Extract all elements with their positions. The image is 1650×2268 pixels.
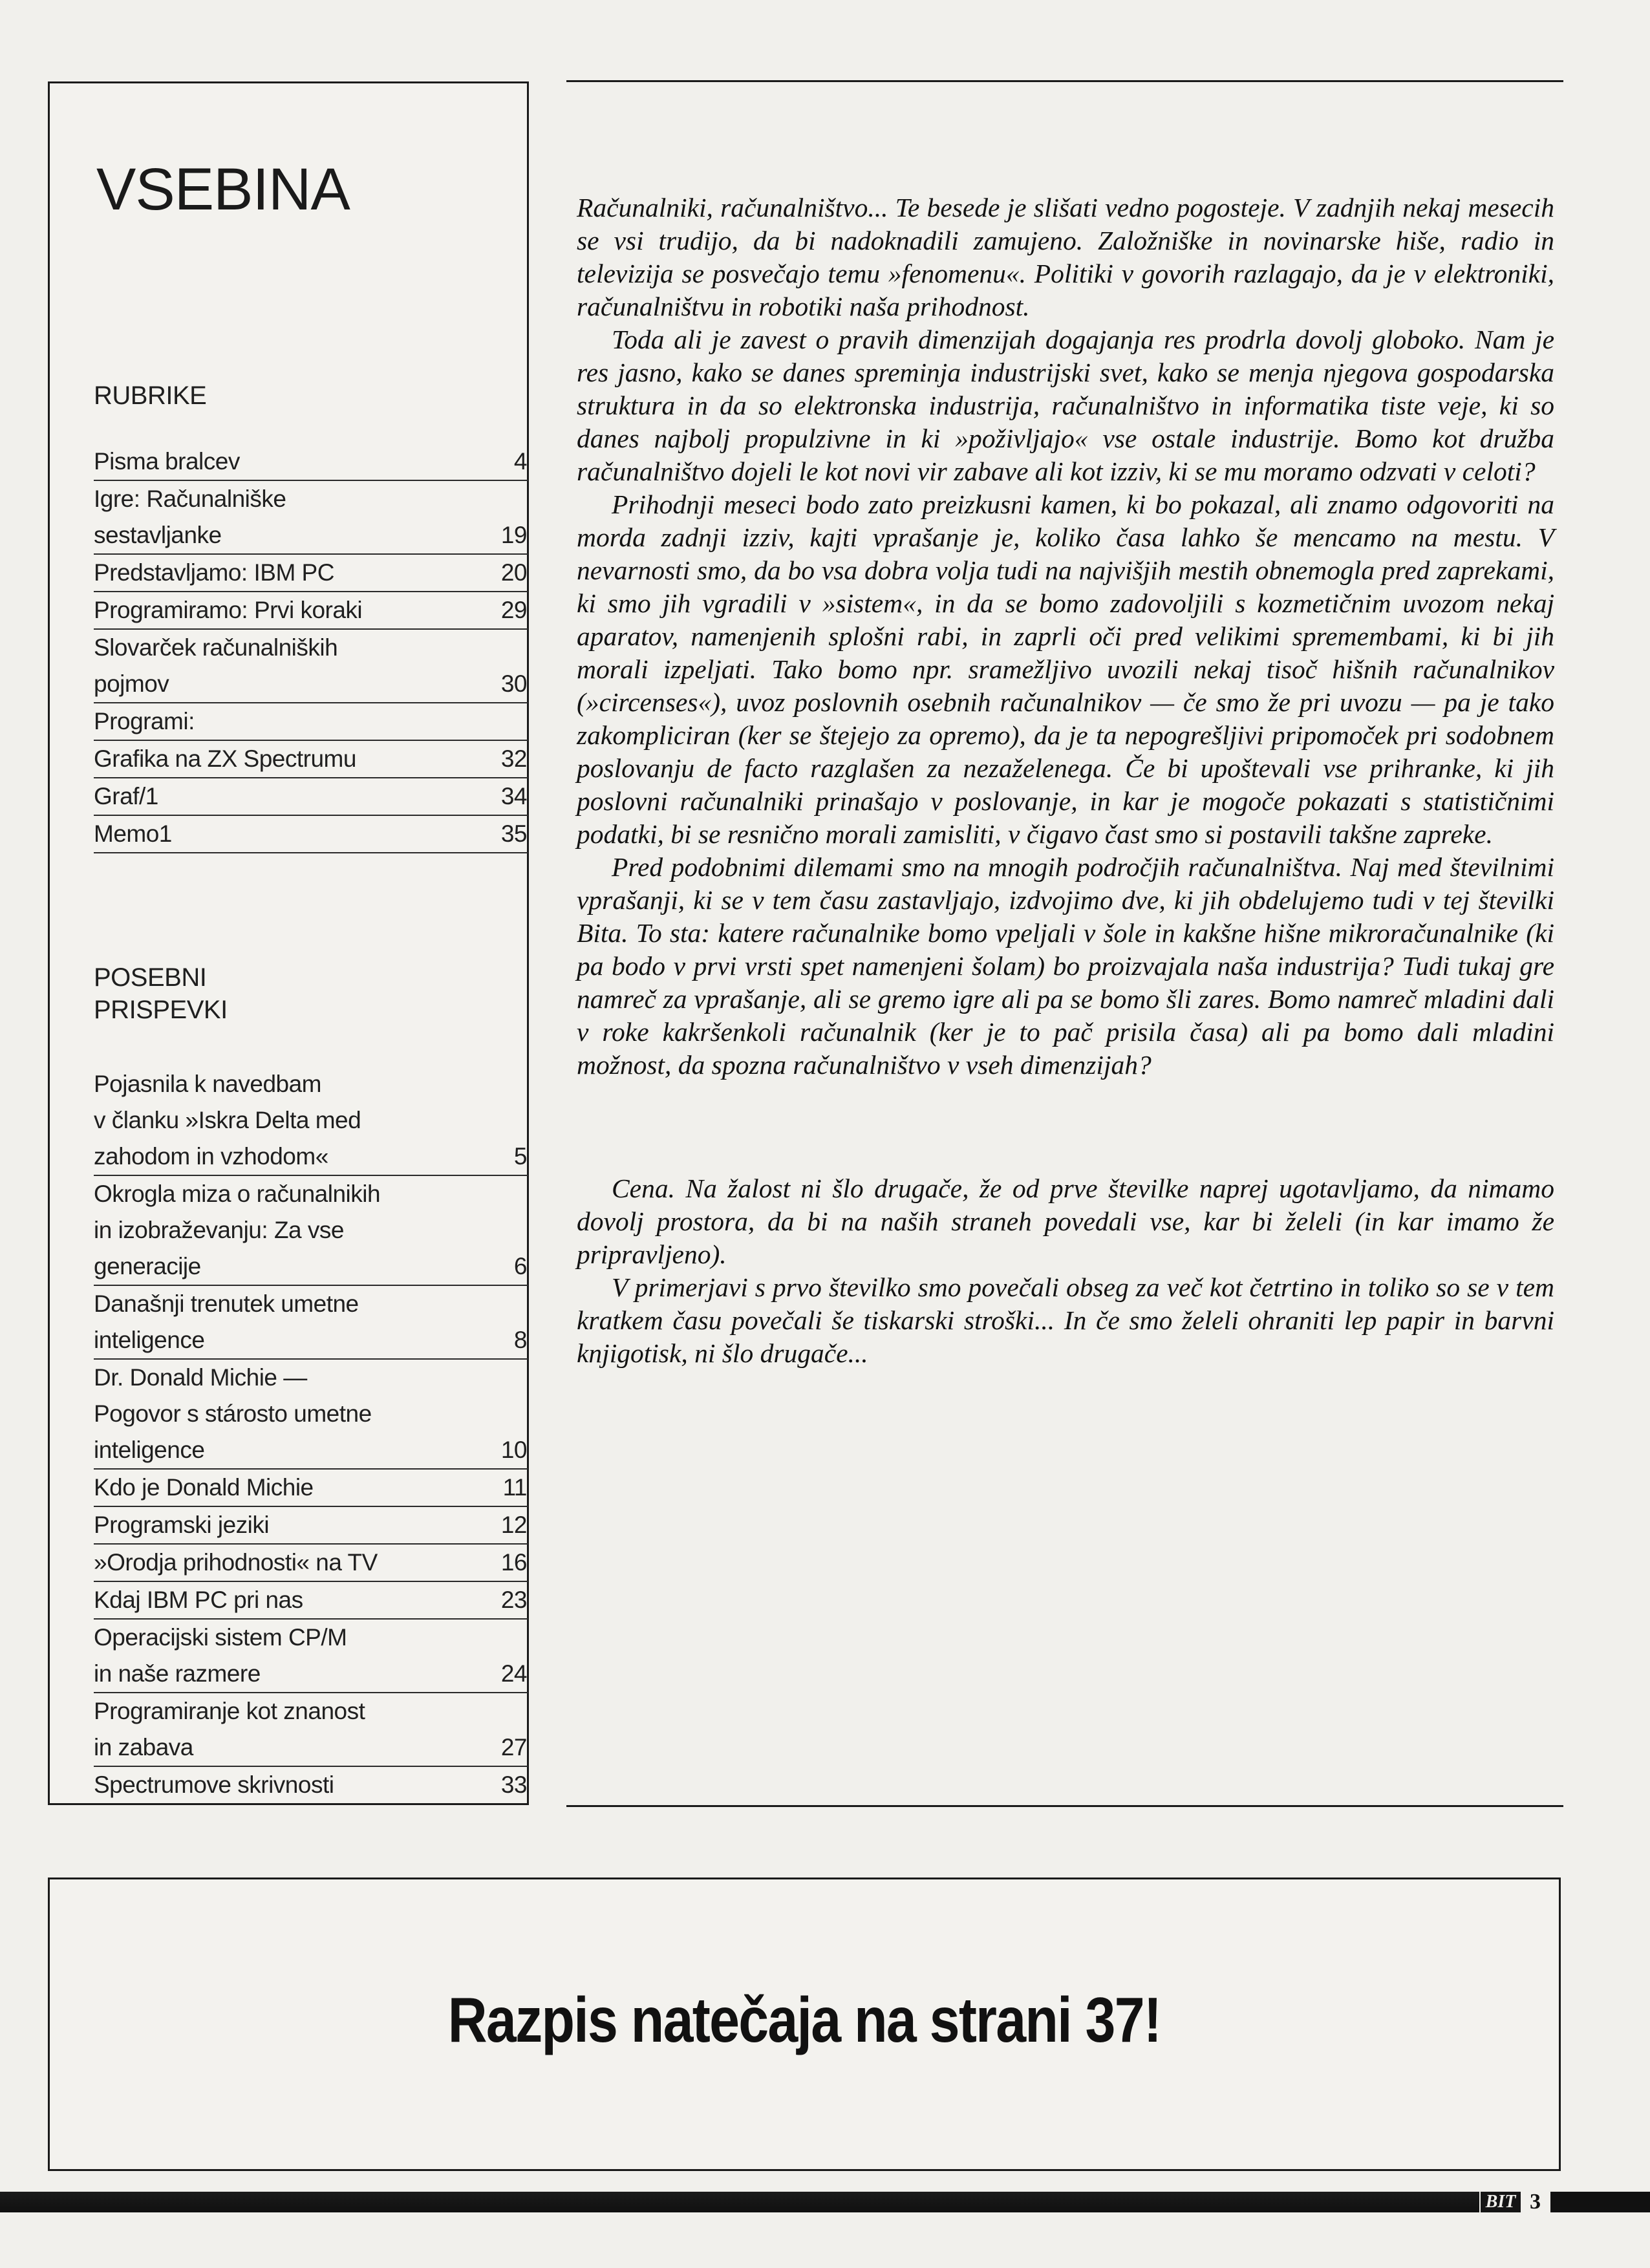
toc-page-number: 23 <box>500 1587 527 1613</box>
editorial-text <box>577 191 1554 1370</box>
editorial-paragraph: V primerjavi s prvo številko smo povečali obseg za več kot četrtino in toliko so se v tem kratkem času povečali še tiskarski stroški... In če smo želeli ohraniti lep papir in barvni knjigotisk, ni šlo drugače... <box>577 1272 1554 1368</box>
toc-item[interactable]: Dr. Donald Michie — Pogovor s stárosto umetne inteligence 10 <box>94 1360 528 1470</box>
toc-page-number: 10 <box>500 1437 527 1463</box>
toc-item[interactable]: Pojasnila k navedbam v članku »Iskra Delta med zahodom in vzhodom« 5 <box>94 1066 528 1176</box>
toc-title: VSEBINA <box>96 156 350 222</box>
toc-item[interactable]: Kdo je Donald Michie 11 <box>94 1470 528 1507</box>
section-heading-rubrike: RUBRIKE <box>94 381 207 410</box>
toc-page-number: 4 <box>513 448 527 475</box>
contest-banner-text: Razpis natečaja na strani 37! <box>447 1984 1161 2055</box>
section-heading-posebni-prispevki: POSEBNI PRISPEVKI <box>94 963 228 1024</box>
toc-page-number: 20 <box>500 559 527 586</box>
toc-page-number: 8 <box>513 1327 527 1353</box>
footer-bar-end <box>1550 2192 1650 2212</box>
toc-item[interactable]: Predstavljamo: IBM PC 20 <box>94 555 528 592</box>
top-divider <box>566 80 1563 82</box>
toc-item[interactable]: Grafika na ZX Spectrumu 32 <box>94 741 528 778</box>
toc-page-number: 32 <box>500 745 527 772</box>
toc-list-rubrike <box>94 444 528 853</box>
page-number: 3 <box>1530 2190 1541 2214</box>
editorial-paragraph: Toda ali je zavest o pravih dimenzijah dogajanja res prodrla dovolj globoko. Nam je res jasno, kako se danes spreminja industrijski svet, kako se menja njegova gospodarska struktura in da so elektronska industrija, računalništvo in informatika tiste veje, ki so danes najbolj propulzivne in ki »poživljajo« vse ostale industrije. Bomo kot družba računalništvo dojeli le kot novi vir zabave ali kot izziv, ki se mu moramo odzvati v celoti? <box>577 325 1554 486</box>
toc-page-number: 16 <box>500 1549 527 1576</box>
toc-page-number: 33 <box>500 1771 527 1798</box>
bottom-divider <box>566 1805 1563 1807</box>
toc-item[interactable]: Graf/1 34 <box>94 778 528 816</box>
toc-item[interactable]: Slovarček računalniških pojmov 30 <box>94 630 528 703</box>
toc-item[interactable]: Operacijski sistem CP/M in naše razmere 24 <box>94 1620 528 1693</box>
toc-item[interactable]: Kdaj IBM PC pri nas 23 <box>94 1582 528 1620</box>
editorial-paragraph: Pred podobnimi dilemami smo na mnogih področjih računalništva. Naj med številnimi vprašanji, ki se v tem času zastavljajo, izdvojimo dve, ki jih obdelujemo tudi v tej številki Bita. To sta: katere računalnike bomo vpeljali v šole in kakšne hišne mikroračunalnike (ki pa bodo v prvi vrsti spet namenjeni šolam) bo proizvajala naša industrija? Tudi tukaj gre namreč za vprašanje, ali se gremo igre ali pa se bomo šli zares. Bomo namreč mladini dali v roke kakršenkoli računalnik (ker je to pač prisila časa) ali pa bomo dali mladini možnost, da spozna računalništvo v vseh dimenzijah? <box>577 852 1554 1080</box>
toc-page-number: 29 <box>500 597 527 623</box>
toc-item[interactable]: Spectrumove skrivnosti 33 <box>94 1767 528 1803</box>
toc-page-number: 6 <box>513 1253 527 1279</box>
bit-logo: BIT <box>1479 2190 1522 2214</box>
toc-item[interactable]: Okrogla miza o računalnikih in izobraževanju: Za vse generacije 6 <box>94 1176 528 1286</box>
toc-item[interactable]: Programi: <box>94 703 528 741</box>
toc-page-number: 27 <box>500 1734 527 1760</box>
contest-banner[interactable] <box>48 1878 1561 2171</box>
toc-page-number: 34 <box>500 783 527 809</box>
toc-page-number: 30 <box>500 670 527 697</box>
toc-item[interactable]: »Orodja prihodnosti« na TV 16 <box>94 1545 528 1582</box>
table-of-contents <box>48 81 529 1805</box>
toc-page-number: 35 <box>500 820 527 847</box>
toc-page-number: 11 <box>502 1474 527 1501</box>
toc-page-number: 24 <box>500 1660 527 1687</box>
editorial-paragraph: Prihodnji meseci bodo zato preizkusni kamen, ki bo pokazal, ali znamo odgovoriti na morda zadnji izziv, kajti vprašanje je, koliko časa lahko še mencamo na mestu. V nevarnosti smo, da bo vsa dobra volja tudi na najvišjih mestih obnemogla pred zaprekami, ki smo jih vgradili v »sistem«, in da se bomo zadovoljili s kozmetičnim uvozom nekaj aparatov, namenjenih splošni rabi, in zaprli oči pred velikimi spremembami, ki bi jih morali izpeljati. Tako bomo npr. sramežljivo uvozili nekaj tisoč hišnih računalnikov (»circenses«), uvoz poslovnih osebnih računalnikov — če smo že pri uvozu — pa je tako zakompliciran (ker se štejejo za opremo), da je ta nepogrešljivi pripomoček pri sodobnem poslovanju de facto razglašen za nezaželenega. Če bi upoštevali vse prihranke, ki jih poslovni računalniki prinašajo v poslovanje, in kar je mogoče pokazati s statističnimi podatki, bi se resnično morali zamisliti, v čigavo čast smo si postavili takšne zapreke. <box>577 489 1554 849</box>
toc-item[interactable]: Današnji trenutek umetne inteligence 8 <box>94 1286 528 1360</box>
toc-item[interactable]: Programiramo: Prvi koraki 29 <box>94 592 528 630</box>
footer-bar <box>0 2192 1481 2212</box>
toc-item[interactable]: Programiranje kot znanost in zabava 27 <box>94 1693 528 1767</box>
toc-page-number: 19 <box>500 522 527 548</box>
toc-item[interactable]: Memo1 35 <box>94 816 528 853</box>
editorial-paragraph: Računalniki, računalništvo... Te besede je slišati vedno pogosteje. V zadnjih nekaj mesecih se vsi trudijo, da bi nadoknadili zamujeno. Založniške in novinarske hiše, radio in televizija se posvečajo temu »fenomenu«. Politiki v govorih razlagajo, da je v elektroniki, računalništvu in robotiki naša prihodnost. <box>577 193 1554 321</box>
toc-item[interactable]: Programski jeziki 12 <box>94 1507 528 1545</box>
toc-item[interactable]: Pisma bralcev 4 <box>94 444 528 481</box>
toc-page-number: 12 <box>500 1512 527 1538</box>
toc-page-number: 5 <box>513 1143 527 1170</box>
editorial-paragraph: Cena. Na žalost ni šlo drugače, že od prve številke naprej ugotavljamo, da nimamo dovolj prostora, da bi na naših straneh povedali vse, kar bi želeli (in kar imamo že pripravljeno). <box>577 1173 1554 1269</box>
toc-list-posebni-prispevki <box>94 1066 528 1803</box>
toc-item[interactable]: Igre: Računalniške sestavljanke 19 <box>94 481 528 555</box>
